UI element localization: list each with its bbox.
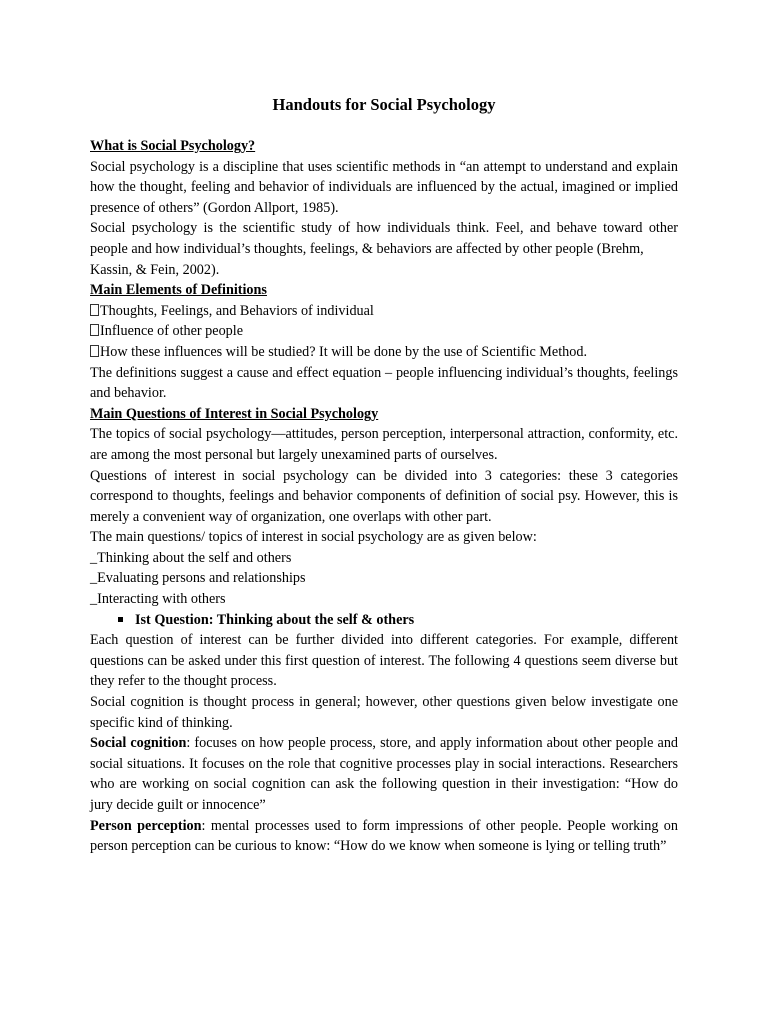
missing-glyph-box-icon: [90, 304, 99, 316]
paragraph-person-perception: Person perception: mental processes used to form impressions of other people. People working on person perception can be curious to know: “How do we know when someone is lying or telling truth”: [90, 817, 678, 855]
list-item: _Evaluating persons and relationships: [90, 570, 306, 587]
list-item: How these influences will be studied? It will be done by the use of Scientific Method.: [90, 342, 678, 363]
section-heading-main-questions: Main Questions of Interest in Social Psychology: [90, 405, 379, 422]
paragraph-social-cognition-general: Social cognition is thought process in general; however, other questions given below investigate one specific kind of thinking.: [90, 694, 678, 731]
list-item: Influence of other people: [90, 321, 678, 342]
missing-glyph-box-icon: [90, 324, 99, 336]
missing-glyph-box-icon: [90, 345, 99, 357]
term-social-cognition: Social cognition: [90, 735, 187, 752]
list-item: Thoughts, Feelings, and Behaviors of individual: [90, 301, 678, 322]
square-bullet-icon: [118, 617, 123, 622]
list-item: _Interacting with others: [90, 591, 226, 608]
paragraph-definition-allport: Social psychology is a discipline that uses scientific methods in “an attempt to understand and explain how the thought, feeling and behavior of individuals are influenced by the actual, imagined or implied presence of others” (Gordon Allport, 1985).: [90, 158, 678, 216]
paragraph-definition-brehm-cont: Kassin, & Fein, 2002).: [90, 261, 220, 278]
paragraph-cause-effect: The definitions suggest a cause and effect equation – people influencing individual’s thoughts, feelings and behavior.: [90, 364, 678, 402]
paragraph-topics: The topics of social psychology—attitudes, person perception, interpersonal attraction, conformity, etc. are among the most personal but largely unexamined parts of ourselves.: [90, 426, 678, 463]
section-heading-what-is: What is Social Psychology?: [90, 138, 256, 154]
document-title: Handouts for Social Psychology: [272, 95, 496, 114]
paragraph-subcategories: Each question of interest can be further divided into different categories. For example, different questions can be asked under this first question of interest. The following 4 questions seem diverse but they refer to the thought process.: [90, 632, 678, 690]
section-heading-main-elements: Main Elements of Definitions: [90, 282, 267, 299]
paragraph-categories: Questions of interest in social psychology can be divided into 3 categories: these 3 categories correspond to thoughts, feelings and behavior components of definition of social psy. However, this is merely a convenient way of organization, one overlaps with other part.: [90, 467, 678, 525]
document-body: [90, 136, 678, 857]
term-person-perception: Person perception: [90, 817, 202, 834]
paragraph-main-questions-intro: The main questions/ topics of interest in social psychology are as given below:: [90, 529, 537, 546]
paragraph-definition-brehm: Social psychology is the scientific study of how individuals think. Feel, and behave toward other people and how individual’s thoughts, feelings, & behaviors are affected by other people (Brehm,: [90, 220, 678, 257]
list-item: _Thinking about the self and others: [90, 549, 292, 566]
paragraph-social-cognition: Social cognition: focuses on how people process, store, and apply information about other people and social situations. It focuses on the role that cognitive processes play in social interactions. Researchers who are working on social cognition can ask the following question in their investigation: “How do jury decide guilt or innocence”: [90, 735, 679, 813]
subheading-first-question: Ist Question: Thinking about the self & others: [118, 610, 678, 631]
